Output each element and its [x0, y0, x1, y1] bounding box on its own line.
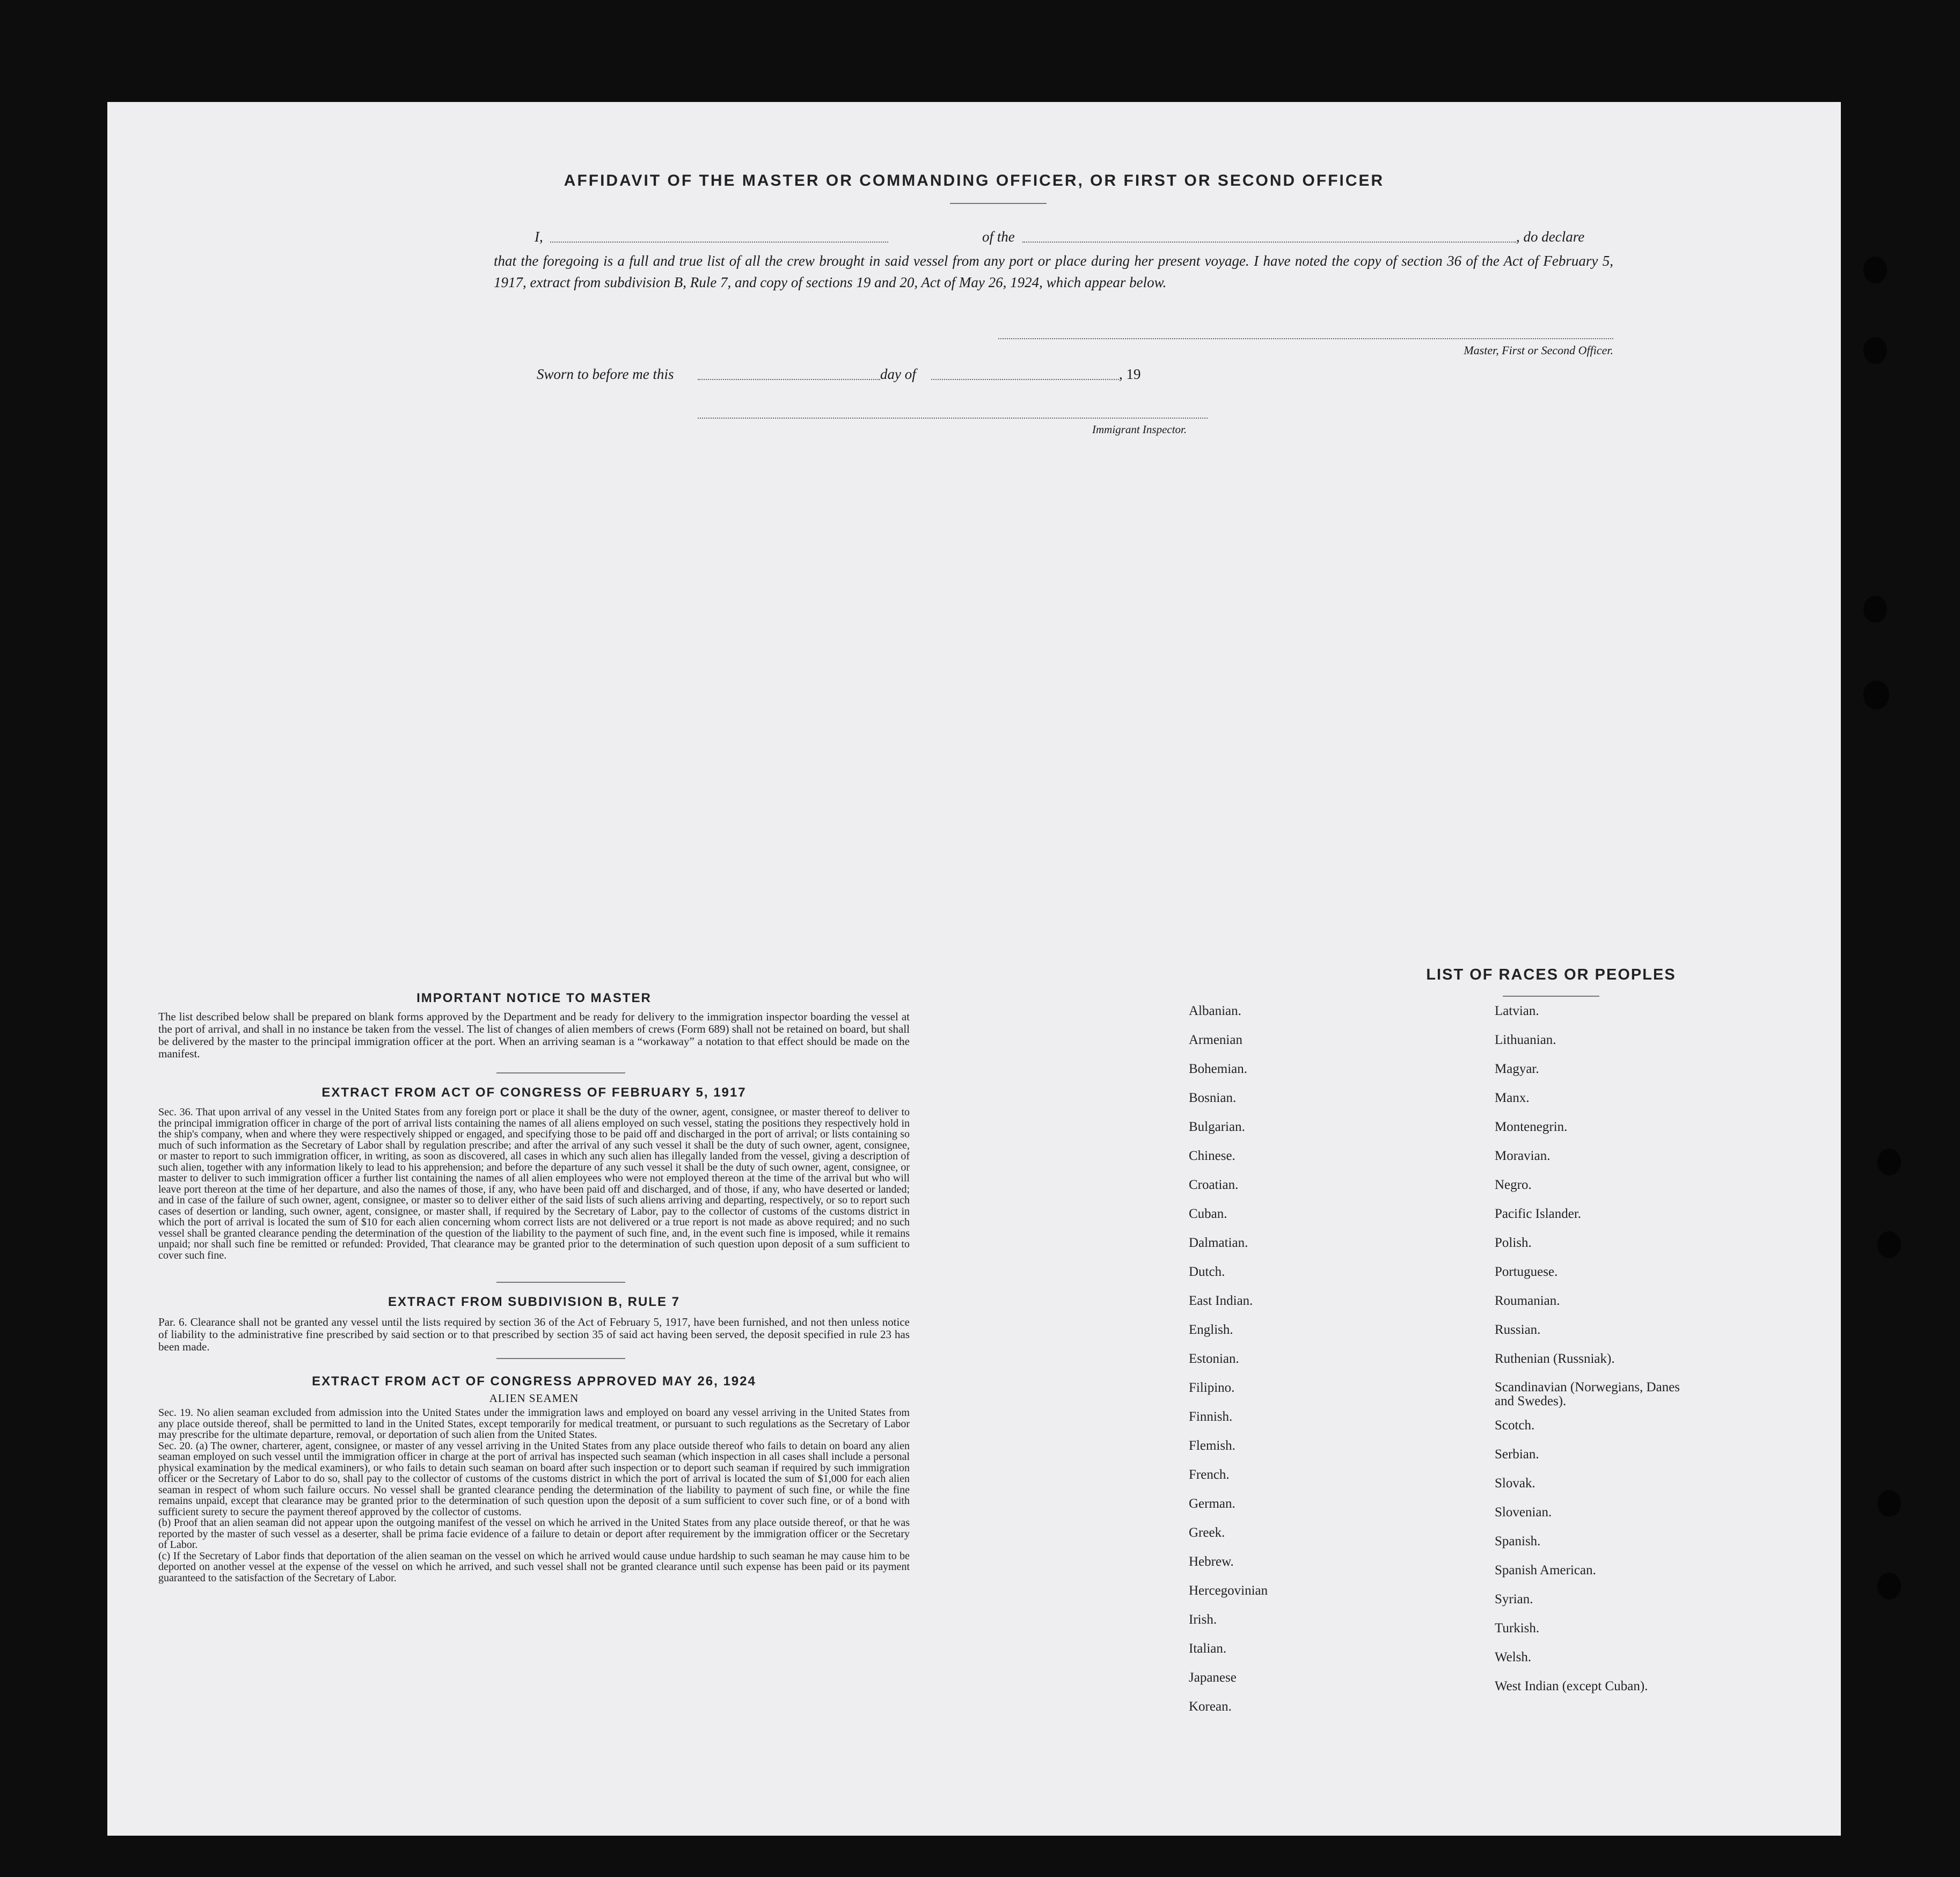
punch-hole [1863, 337, 1887, 364]
race-item: Chinese. [1189, 1149, 1235, 1163]
race-item: Syrian. [1495, 1592, 1533, 1606]
race-item: Serbian. [1495, 1447, 1539, 1462]
race-item: West Indian (except Cuban). [1495, 1679, 1648, 1693]
race-item: Greek. [1189, 1525, 1225, 1540]
sworn-day-field[interactable] [698, 379, 880, 380]
race-item: Cuban. [1189, 1207, 1227, 1221]
race-item: Magyar. [1495, 1062, 1539, 1076]
races-divider [1503, 996, 1599, 997]
race-item: Dutch. [1189, 1265, 1225, 1279]
race-item: Moravian. [1495, 1149, 1551, 1163]
day-of-label: day of [880, 366, 916, 382]
race-item: Estonian. [1189, 1352, 1239, 1366]
sworn-label: Sworn to before me this [537, 366, 674, 382]
punch-hole [1863, 681, 1889, 710]
affidavit-declare: , do declare [1516, 229, 1585, 245]
subdivb-title: EXTRACT FROM SUBDIVISION B, RULE 7 [387, 1295, 681, 1309]
master-signature-label: Master, First or Second Officer. [1464, 344, 1613, 357]
master-signature-field[interactable] [998, 338, 1613, 339]
race-item: Dalmatian. [1189, 1236, 1248, 1250]
race-item: Negro. [1495, 1178, 1532, 1192]
inspector-label: Immigrant Inspector. [1092, 423, 1187, 436]
act1917-title: EXTRACT FROM ACT OF CONGRESS OF FEBRUARY 5, 1917 [321, 1085, 747, 1100]
race-item: Polish. [1495, 1236, 1532, 1250]
race-item: Russian. [1495, 1323, 1541, 1337]
race-item: English. [1189, 1323, 1233, 1337]
race-item: Portuguese. [1495, 1265, 1558, 1279]
act1917-text: Sec. 36. That upon arrival of any vessel in the United States from any foreign port or place it shall be the duty of the owner, agent, consignee, or master thereof to deliver to the principal immigration officer in charge of the port of arrival lists containing the names of all aliens employed on such vessel, stating the positions they respectively hold in the ship's company, when and where they were respectively shipped or engaged, and specifying those to be paid off and discharged in the port of arrival; or lists containing so much of such information as the Secretary of Labor shall by regulation prescribe; and after the arrival of any such vessel it shall be the duty of such owner, agent, consignee, or master to report to such immigration officer, in writing, as soon as discovered, all cases in which any such alien has illegally landed from the vessel, giving a description of such alien, together with any information likely to lead to his apprehension; and before the departure of any such vessel it shall be the duty of such owner, agent, consignee, or master to deliver to such immigration officer a further list containing the names of all alien employees who were not employed thereon at the time of the arrival but who will leave port thereon at the time of her departure, and also the names of those, if any, who have been paid off and discharged, and of those, if any, who have deserted or landed; and in case of the failure of such owner, agent, consignee, or master so to deliver either of the said lists of such aliens arriving and departing, respectively, or so to report such cases of desertion or landing, such owner, agent, consignee, or master shall, if required by the Secretary of Labor, pay to the collector of customs of the customs district in which the port of arrival is located the sum of $10 for each alien concerning whom correct lists are not delivered or a true report is not made as above required; and no such vessel shall be granted clearance pending the determination of the question of the liability to the payment of such fine, and, in the event such fine is imposed, while it remains unpaid; nor shall such fine be remitted or refunded: Provided, That clearance may be granted prior to the determination of such question upon deposit of a sum sufficient to cover such fine. [158, 1106, 910, 1261]
year-label: , 19 [1119, 366, 1141, 382]
race-item: Slovak. [1495, 1476, 1535, 1491]
master-name-field[interactable] [550, 242, 888, 243]
race-item: Japanese [1189, 1670, 1237, 1685]
punch-hole [1877, 1231, 1901, 1258]
race-item: Finnish. [1189, 1409, 1233, 1424]
race-item: Scotch. [1495, 1418, 1535, 1433]
races-title: LIST OF RACES OR PEOPLES [1426, 966, 1676, 983]
race-item: Pacific Islander. [1495, 1207, 1582, 1221]
race-item: Spanish American. [1495, 1563, 1596, 1577]
race-item: Welsh. [1495, 1650, 1532, 1664]
document-sheet [107, 102, 1841, 1836]
race-item: Bulgarian. [1189, 1120, 1245, 1134]
race-item: Flemish. [1189, 1438, 1235, 1453]
race-item: Bohemian. [1189, 1062, 1248, 1076]
race-item: Latvian. [1495, 1004, 1539, 1018]
act1924-body [158, 1407, 910, 1583]
race-item: Croatian. [1189, 1178, 1239, 1192]
race-item: Filipino. [1189, 1381, 1235, 1395]
inspector-signature-field[interactable] [698, 418, 1208, 419]
notice-divider [496, 1072, 625, 1073]
affidavit-body: that the foregoing is a full and true list of all the crew brought in said vessel from any port or place during her present voyage. I have noted the copy of section 36 of the Act of February 5, 1917, extract from subdivision B, Rule 7, and copy of sections 19 and 20, Act of May 26, 1924, which appear below. [494, 253, 1613, 290]
vessel-name-field[interactable] [1022, 242, 1516, 243]
race-item: Irish. [1189, 1612, 1217, 1627]
race-item: Korean. [1189, 1699, 1232, 1714]
subdivb-divider [496, 1358, 625, 1359]
affidavit-i: I, [535, 229, 543, 245]
race-item: Roumanian. [1495, 1294, 1560, 1308]
title-divider [950, 203, 1047, 204]
race-item: Turkish. [1495, 1621, 1540, 1635]
punch-hole [1863, 257, 1887, 283]
race-item: Spanish. [1495, 1534, 1541, 1549]
punch-hole [1877, 1149, 1901, 1175]
race-item: French. [1189, 1467, 1230, 1482]
race-item: Italian. [1189, 1641, 1227, 1656]
punch-hole [1877, 1490, 1901, 1517]
act1924-sec20b: (b) Proof that an alien seaman did not appear upon the outgoing manifest of the vessel on which he arrived in the United States from any place outside thereof, or that he was reported by the master of such vessel as a deserter, shall be prima facie evidence of a failure to detain or deport after requirement by the immigration officer or the Secretary of Labor. [158, 1517, 910, 1551]
act1924-sec19: Sec. 19. No alien seaman excluded from admission into the United States under the immigration laws and employed on board any vessel arriving in the United States from any place outside thereof, shall be permitted to land in the United States, except temporarily for medical treatment, or pursuant to such regulations as the Secretary of Labor may prescribe for the ultimate departure, removal, or deportation of such alien from the United States. [158, 1407, 910, 1441]
sworn-month-field[interactable] [931, 379, 1119, 380]
race-item: Hebrew. [1189, 1554, 1234, 1569]
notice-text: The list described below shall be prepared on blank forms approved by the Department and be ready for delivery to the immigration inspector boarding the vessel at the port of arrival, and shall in no instance be taken from the vessel. The list of changes of alien members of crews (Form 689) shall not be retained on board, but shall be delivered by the master to the principal immigration officer at the port. When an arriving seaman is a “workaway” a notation to that effect should be made on the manifest. [158, 1010, 910, 1060]
act1924-subtitle: ALIEN SEAMEN [489, 1392, 579, 1405]
subdivb-text: Par. 6. Clearance shall not be granted any vessel until the lists required by section 36 of the Act of February 5, 1917, have been furnished, and not then unless notice of liability to the administrative fine prescribed by said section or to that prescribed by section 35 of said act having been served, the deposit specified in rule 23 has been made. [158, 1316, 910, 1353]
affidavit-title: AFFIDAVIT OF THE MASTER OR COMMANDING OFFICER, OR FIRST OR SECOND OFFICER [564, 172, 1385, 189]
race-item: Lithuanian. [1495, 1033, 1556, 1047]
act1924-sec20c: (c) If the Secretary of Labor finds that deportation of the alien seaman on the vessel on which he arrived would cause undue hardship to such seaman he may cause him to be deported on another vessel at the expense of the vessel on which he arrived, and such vessel shall not be granted clearance until such expense has been paid or its payment guaranteed to the satisfaction of the Secretary of Labor. [158, 1550, 910, 1584]
notice-title: IMPORTANT NOTICE TO MASTER [416, 991, 652, 1005]
affidavit-of-the: of the [982, 229, 1015, 245]
punch-hole [1877, 1573, 1901, 1600]
race-item: German. [1189, 1496, 1235, 1511]
punch-hole [1863, 596, 1887, 623]
race-item: Bosnian. [1189, 1091, 1237, 1105]
race-item: Scandinavian (Norwegians, Danes and Swedes). [1495, 1380, 1680, 1408]
race-item: Armenian [1189, 1033, 1242, 1047]
race-item: Montenegrin. [1495, 1120, 1568, 1134]
race-item: Hercegovinian [1189, 1583, 1268, 1598]
race-item: Ruthenian (Russniak). [1495, 1352, 1615, 1366]
act1917-divider [496, 1282, 625, 1283]
race-item: East Indian. [1189, 1294, 1253, 1308]
act1924-title: EXTRACT FROM ACT OF CONGRESS APPROVED MAY 26, 1924 [312, 1374, 756, 1389]
race-item: Albanian. [1189, 1004, 1241, 1018]
race-item: Manx. [1495, 1091, 1530, 1105]
act1924-sec20a: Sec. 20. (a) The owner, charterer, agent, consignee, or master of any vessel arriving in the United States from any place outside thereof who fails to detain on board any alien seaman employed on such vessel until the immigration officer in charge at the port of arrival has inspected such seaman (which inspection in all cases shall include a personal physical examination by the medical examiners), or who fails to detain such seaman on board after such inspection or to deport such seaman if required by such immigration officer or the Secretary of Labor to do so, shall pay to the collector of customs of the customs district in which the port of arrival is located the sum of $1,000 for each alien seaman in respect of whom such failure occurs. No vessel shall be granted clearance pending the determination of the liability to payment of such fine, or while the fine remains unpaid, except that clearance may be granted prior to the determination of such question upon the deposit of a sum sufficient to cover such fine, or of a bond with sufficient surety to secure the payment thereof approved by the collector of customs. [158, 1440, 910, 1518]
race-item: Slovenian. [1495, 1505, 1552, 1520]
